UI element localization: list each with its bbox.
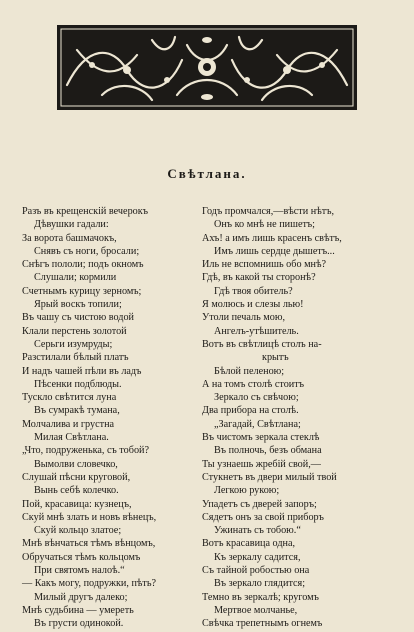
- poem-line: Пой, красавица: кузнецъ,: [22, 498, 132, 510]
- poem-line: Легкою рукою;: [214, 485, 280, 497]
- poem-line: Вотъ красавица одна,: [202, 538, 296, 550]
- poem-line: Слушай пѣсни круговой,: [22, 471, 131, 483]
- poem-line: Имъ лишь сердце дышетъ...: [214, 245, 335, 257]
- poem-line: Гдѣ, въ какой ты сторонѣ?: [202, 272, 316, 284]
- poem-line: Въ зеркало глядится;: [214, 578, 306, 590]
- poem-line: Упадетъ съ дверей запоръ;: [202, 498, 317, 510]
- poem-line: Ярый воскъ топили;: [34, 299, 122, 311]
- poem-line: Стукнетъ въ двери милый твой: [202, 471, 337, 483]
- poem-line: Серьги изумруды;: [34, 338, 113, 350]
- poem-line: Скуй кольцо златое;: [34, 525, 122, 537]
- poem-line: Темно въ зеркалѣ; кругомъ: [202, 591, 319, 603]
- poem-line: Вынь себѣ колечко.: [34, 485, 119, 497]
- poem-line: Утоли печаль мою,: [202, 312, 286, 324]
- poem-line: Дѣвушки гадали:: [34, 219, 109, 231]
- poem-line: Я молюсь и слезы лью!: [202, 299, 304, 311]
- poem-line: Къ зеркалу садится,: [214, 551, 301, 563]
- left-text-column: [22, 205, 212, 631]
- poem-line: Въ сумракѣ тумана,: [34, 405, 120, 417]
- poem-line: При святомъ налоѣ.“: [34, 565, 125, 577]
- poem-line: Счетнымъ курицу зерномъ;: [22, 285, 142, 297]
- poem-line: крытъ: [262, 352, 289, 364]
- poem-line: Милый другъ далеко;: [34, 591, 128, 603]
- poem-line: Въ грусти одинокой.: [34, 618, 124, 630]
- poem-line: Сядетъ онъ за свой приборъ: [202, 511, 324, 523]
- poem-line: Пѣсенки подблюды.: [34, 378, 122, 390]
- poem-line: Вымолви словечко,: [34, 458, 118, 470]
- poem-line: Ты узнаешь жребій свой,—: [202, 458, 321, 470]
- poem-line: Зеркало съ свѣчою;: [214, 392, 299, 404]
- right-text-column: [202, 205, 402, 631]
- poem-line: Ангелъ-утѣшитель.: [214, 325, 299, 337]
- poem-line: Гдѣ твоя обитель?: [214, 285, 293, 297]
- poem-line: Бѣлой пеленою;: [214, 365, 285, 377]
- poem-line: Молчалива и грустна: [22, 418, 115, 430]
- poem-line: За ворота башмачокъ,: [22, 232, 117, 244]
- poem-line: Два прибора на столѣ.: [202, 405, 299, 417]
- poem-line: Въ полночь, безъ обмана: [214, 445, 322, 457]
- poem-line: Тускло свѣтится луна: [22, 392, 117, 404]
- poem-line: Мнѣ вѣнчаться тѣмъ вѣнцомъ,: [22, 538, 156, 550]
- poem-line: Иль не вспомнишь обо мнѣ?: [202, 259, 327, 271]
- poem-line: Свѣчка трепетнымъ огнемъ: [202, 618, 323, 630]
- poem-title: Свѣтлана.: [167, 166, 247, 181]
- poem-line: Снявъ съ ноги, бросали;: [34, 245, 140, 257]
- poem-line: Мертвое молчанье,: [214, 604, 298, 616]
- poem-line: Разстилали бѣлый платъ: [22, 352, 129, 364]
- poem-line: Разъ въ крещенскій вечерокъ: [22, 206, 148, 217]
- poem-line: Клали перстень золотой: [22, 325, 127, 337]
- poem-line: Обручаться тѣмъ кольцомъ: [22, 551, 141, 563]
- poem-line: Слушали; кормили: [34, 272, 117, 284]
- poem-line: Въ чистомъ зеркала стеклѣ: [202, 432, 320, 444]
- poem-line: Ужинать съ тобою.“: [214, 525, 301, 537]
- poem-line: Мнѣ судьбина — умереть: [22, 604, 134, 616]
- ornamental-headpiece: [57, 25, 357, 110]
- poem-line: А на томъ столѣ стоитъ: [202, 378, 304, 390]
- poem-line: Снѣгъ пололи; подъ окномъ: [22, 259, 144, 271]
- poem-line: Съ тайной робостью она: [202, 565, 310, 577]
- poem-line: „Что, подруженька, съ тобой?: [22, 445, 150, 457]
- poem-line: Онъ ко мнѣ не пишетъ;: [214, 219, 316, 231]
- poem-line: И надъ чашей пѣли въ ладъ: [22, 365, 142, 377]
- poem-line: Ахъ! а имъ лишь красенъ свѣтъ,: [202, 232, 342, 244]
- poem-line: Скуй мнѣ злать и новъ вѣнецъ,: [22, 511, 157, 523]
- poem-line: Милая Свѣтлана.: [34, 432, 109, 444]
- poem-line: Вотъ въ свѣтлицѣ столъ на-: [202, 338, 322, 350]
- poem-line: „Загадай, Свѣтлана;: [214, 418, 301, 430]
- poem-line: Годъ промчался,—вѣсти нѣтъ,: [202, 206, 335, 217]
- poem-line: — Какъ могу, подружки, пѣть?: [22, 578, 157, 590]
- poem-line: Въ чашу съ чистою водой: [22, 312, 135, 324]
